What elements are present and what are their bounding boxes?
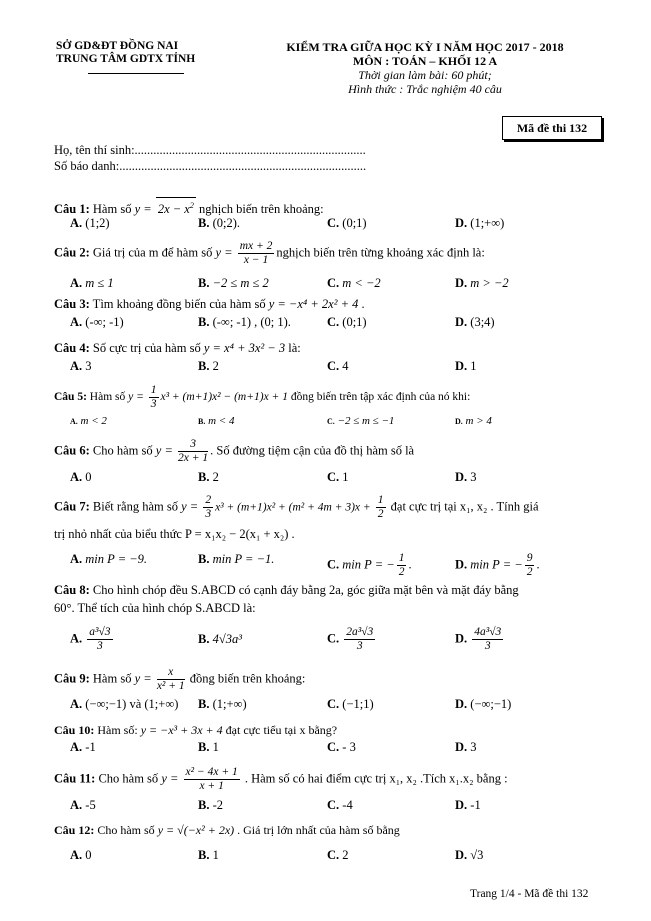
option-b[interactable]: B. 2 bbox=[198, 359, 219, 373]
question-1 bbox=[54, 197, 605, 217]
options-4 bbox=[70, 359, 611, 375]
question-tail: đạt cực trị tại x₁, x₂ . Tính giá bbox=[387, 499, 539, 514]
question-tail: đạt cực tiểu tại x bằng? bbox=[222, 723, 338, 737]
question-7-line-2: trị nhỏ nhất của biểu thức P = x₁x₂ − 2(x₁ + x₂) . bbox=[54, 527, 295, 541]
fraction: $\frac{1}{2}$ bbox=[377, 494, 384, 520]
option-a[interactable]: A. 0 bbox=[70, 848, 92, 862]
question-formula: $y = 2x - x^2$ bbox=[135, 202, 196, 216]
options-1 bbox=[70, 216, 611, 232]
options-12 bbox=[70, 848, 611, 864]
option-c[interactable]: C. m < −2 bbox=[327, 276, 381, 290]
question-5 bbox=[54, 384, 605, 411]
exam-subject: MÔN : TOÁN – KHỐI 12 A bbox=[352, 54, 498, 68]
option-b[interactable]: B. m < 4 bbox=[198, 415, 235, 427]
option-c[interactable]: C. (−1;1) bbox=[327, 697, 374, 711]
question-text: Cho hàm số bbox=[95, 771, 162, 786]
student-name-line: Họ, tên thí sinh:.......................................................................... bbox=[54, 143, 366, 157]
question-tail: là: bbox=[285, 341, 301, 355]
question-label: Câu 5: bbox=[54, 391, 87, 404]
question-label: Câu 11: bbox=[54, 771, 96, 786]
exam-code-box: Mã đề thi 132 bbox=[502, 116, 602, 140]
question-label: Câu 1: bbox=[54, 202, 90, 217]
option-b[interactable]: B. min P = −1. bbox=[198, 552, 275, 566]
question-label: Câu 7: bbox=[54, 499, 90, 514]
option-c[interactable]: C. 4 bbox=[327, 359, 349, 373]
option-b[interactable]: B. (1;+∞) bbox=[198, 697, 247, 711]
fraction: $\frac{x}{\text{x² + 1}}$ bbox=[156, 666, 185, 692]
options-7 bbox=[70, 552, 611, 578]
option-a[interactable]: A. -5 bbox=[70, 798, 96, 812]
option-c[interactable]: C. -4 bbox=[327, 798, 353, 812]
fraction: $\frac{1}{3}$ bbox=[150, 384, 157, 410]
question-text: Hàm số bbox=[89, 671, 135, 686]
header-divider bbox=[88, 73, 184, 74]
question-text: Tìm khoảng đồng biến của hàm số bbox=[89, 297, 269, 311]
question-3 bbox=[54, 296, 605, 312]
question-formula: y = −x⁴ + 2x² + 4 bbox=[268, 297, 359, 311]
option-b[interactable]: B. 2 bbox=[198, 470, 219, 484]
options-9 bbox=[70, 697, 611, 713]
option-d[interactable]: D. (−∞;−1) bbox=[455, 697, 512, 711]
formula-lhs: y = bbox=[155, 443, 173, 458]
formula-lhs: y = bbox=[181, 499, 199, 514]
question-text: Cho hàm số bbox=[94, 823, 158, 837]
option-a[interactable]: A. (1;2) bbox=[70, 216, 110, 230]
options-2 bbox=[70, 276, 611, 292]
option-b[interactable]: B. 1 bbox=[198, 740, 219, 754]
exam-header bbox=[240, 40, 610, 96]
fraction: $\frac{2}{3}$ bbox=[205, 494, 212, 520]
option-a[interactable]: A. 3 bbox=[70, 359, 92, 373]
option-c[interactable]: C. min P = − $\frac{1}{2}$ . bbox=[327, 552, 412, 578]
option-c[interactable]: C. (0;1) bbox=[327, 315, 367, 329]
formula-lhs: y = bbox=[134, 671, 152, 686]
option-b[interactable]: B. −2 ≤ m ≤ 2 bbox=[198, 276, 269, 290]
options-10 bbox=[70, 740, 611, 756]
question-8-line-2: 60°. Thể tích của hình chóp S.ABCD là: bbox=[54, 601, 256, 615]
question-formula: x³ + (m+1)x² + (m² + 4m + 3)x + bbox=[215, 501, 371, 514]
question-label: Câu 3: bbox=[54, 297, 90, 311]
question-tail: đồng biến trên tập xác định của nó khi: bbox=[287, 391, 471, 404]
exam-form: Hình thức : Trắc nghiệm 40 câu bbox=[348, 82, 502, 96]
question-tail: nghịch biến trên từng khoảng xác định là: bbox=[276, 245, 485, 260]
option-a[interactable]: A. 0 bbox=[70, 470, 92, 484]
option-a[interactable]: A. $\frac{\text{a³√3}}{3}$ bbox=[70, 626, 111, 652]
question-formula: y = √(−x² + 2x) bbox=[157, 823, 235, 837]
org-line-1: SỞ GD&ĐT ĐỒNG NAI bbox=[56, 40, 179, 52]
question-text: Hàm số: bbox=[94, 723, 141, 737]
option-c[interactable]: C. 2 bbox=[327, 848, 349, 862]
question-7 bbox=[54, 494, 605, 521]
question-tail: . Hàm số có hai điểm cực trị x₁, x₂ .Tích x₁.x₂ bằng : bbox=[241, 771, 508, 786]
question-text: Hàm số bbox=[89, 202, 135, 217]
option-d[interactable]: D. (3;4) bbox=[455, 315, 495, 329]
org-line-2: TRUNG TÂM GDTX TỈNH bbox=[56, 53, 196, 65]
option-d[interactable]: D. m > 4 bbox=[455, 415, 492, 427]
fraction: $\frac{\text{x² − 4x + 1}}{x + 1}$ bbox=[185, 766, 238, 792]
option-d[interactable]: D. $\frac{\text{4a³√3}}{3}$ bbox=[455, 626, 502, 652]
formula-lhs: y = bbox=[215, 245, 233, 260]
question-tail: . bbox=[358, 297, 365, 311]
option-a[interactable]: A. m < 2 bbox=[70, 415, 107, 427]
option-d[interactable]: D. 3 bbox=[455, 740, 477, 754]
option-d[interactable]: D. m > −2 bbox=[455, 276, 509, 290]
option-b[interactable]: B. 1 bbox=[198, 848, 219, 862]
formula-lhs: y = bbox=[161, 771, 179, 786]
option-d[interactable]: D. -1 bbox=[455, 798, 481, 812]
options-8 bbox=[70, 626, 611, 658]
option-c[interactable]: C. 1 bbox=[327, 470, 349, 484]
question-tail: nghịch biến trên khoảng: bbox=[195, 202, 324, 217]
option-c[interactable]: C. −2 ≤ m ≤ −1 bbox=[327, 415, 395, 427]
options-5 bbox=[70, 415, 611, 431]
question-formula: y = x⁴ + 3x² − 3 bbox=[203, 341, 286, 355]
question-tail: đồng biến trên khoảng: bbox=[186, 671, 306, 686]
option-a[interactable]: A. m ≤ 1 bbox=[70, 276, 114, 290]
option-d[interactable]: D. √3 bbox=[455, 848, 484, 862]
question-label: Câu 6: bbox=[54, 443, 90, 458]
fraction: $\frac{mx + 2}{x - 1}$ bbox=[239, 240, 273, 266]
org-header bbox=[56, 40, 195, 66]
option-d[interactable]: D. 3 bbox=[455, 470, 477, 484]
options-6 bbox=[70, 470, 611, 486]
option-d[interactable]: D. (1;+∞) bbox=[455, 216, 505, 230]
option-c[interactable]: C. (0;1) bbox=[327, 216, 367, 230]
question-text: Biết rằng hàm số bbox=[89, 499, 182, 514]
page-footer: Trang 1/4 - Mã đề thi 132 bbox=[470, 888, 589, 900]
question-label: Câu 9: bbox=[54, 671, 90, 686]
options-3 bbox=[70, 315, 611, 331]
options-11 bbox=[70, 798, 611, 814]
question-label: Câu 8: bbox=[54, 583, 90, 597]
option-b[interactable]: B. 4√3a³ bbox=[198, 632, 242, 646]
exam-time: Thời gian làm bài: 60 phút; bbox=[358, 68, 492, 82]
exam-title: KIỂM TRA GIỮA HỌC KỲ I NĂM HỌC 2017 - 2018 bbox=[286, 40, 564, 54]
question-text: Giá trị của m để hàm số bbox=[89, 245, 216, 260]
option-a[interactable]: A. (−∞;−1) và (1;+∞) bbox=[70, 697, 179, 711]
option-b[interactable]: B. (-∞; -1) , (0; 1). bbox=[198, 315, 291, 329]
question-text: Số cực trị của hàm số bbox=[89, 341, 204, 355]
option-d[interactable]: D. 1 bbox=[455, 359, 477, 373]
student-info bbox=[54, 142, 366, 174]
option-b[interactable]: B. -2 bbox=[198, 798, 224, 812]
question-text: Cho hình chóp đều S.ABCD có cạnh đáy bằng 2a, góc giữa mặt bên và mặt đáy bằng bbox=[89, 583, 519, 597]
option-b[interactable]: B. (0;2). bbox=[198, 216, 241, 230]
question-4 bbox=[54, 340, 605, 356]
question-2 bbox=[54, 240, 605, 267]
question-text: Cho hàm số bbox=[89, 443, 156, 458]
option-a[interactable]: A. -1 bbox=[70, 740, 96, 754]
student-id-line: Số báo danh:............................................................................... bbox=[54, 159, 367, 173]
question-10 bbox=[54, 722, 605, 738]
question-6 bbox=[54, 438, 605, 465]
question-8 bbox=[54, 582, 605, 598]
question-formula: y = −x³ + 3x + 4 bbox=[140, 723, 223, 737]
option-d[interactable]: D. min P = − $\frac{9}{2}$ . bbox=[455, 552, 540, 578]
question-label: Câu 10: bbox=[54, 723, 95, 737]
question-9 bbox=[54, 666, 605, 693]
question-tail: . Giá trị lớn nhất của hàm số bằng bbox=[234, 823, 400, 837]
question-label: Câu 4: bbox=[54, 341, 90, 355]
fraction: $\frac{3}{2x + 1}$ bbox=[178, 438, 209, 464]
question-tail: . Số đường tiệm cận của đồ thị hàm số là bbox=[210, 443, 415, 458]
option-c[interactable]: C. $\frac{\text{2a³√3}}{3}$ bbox=[327, 626, 374, 652]
question-text: Hàm số bbox=[86, 391, 129, 404]
option-c[interactable]: C. - 3 bbox=[327, 740, 356, 754]
question-label: Câu 12: bbox=[54, 823, 95, 837]
question-label: Câu 2: bbox=[54, 245, 90, 260]
question-12 bbox=[54, 822, 605, 838]
option-a[interactable]: A. min P = −9. bbox=[70, 552, 148, 566]
formula-lhs: y = bbox=[128, 391, 144, 404]
option-a[interactable]: A. (-∞; -1) bbox=[70, 315, 124, 329]
question-11 bbox=[54, 766, 605, 793]
question-formula: x³ + (m+1)x² − (m+1)x + 1 bbox=[160, 391, 288, 404]
